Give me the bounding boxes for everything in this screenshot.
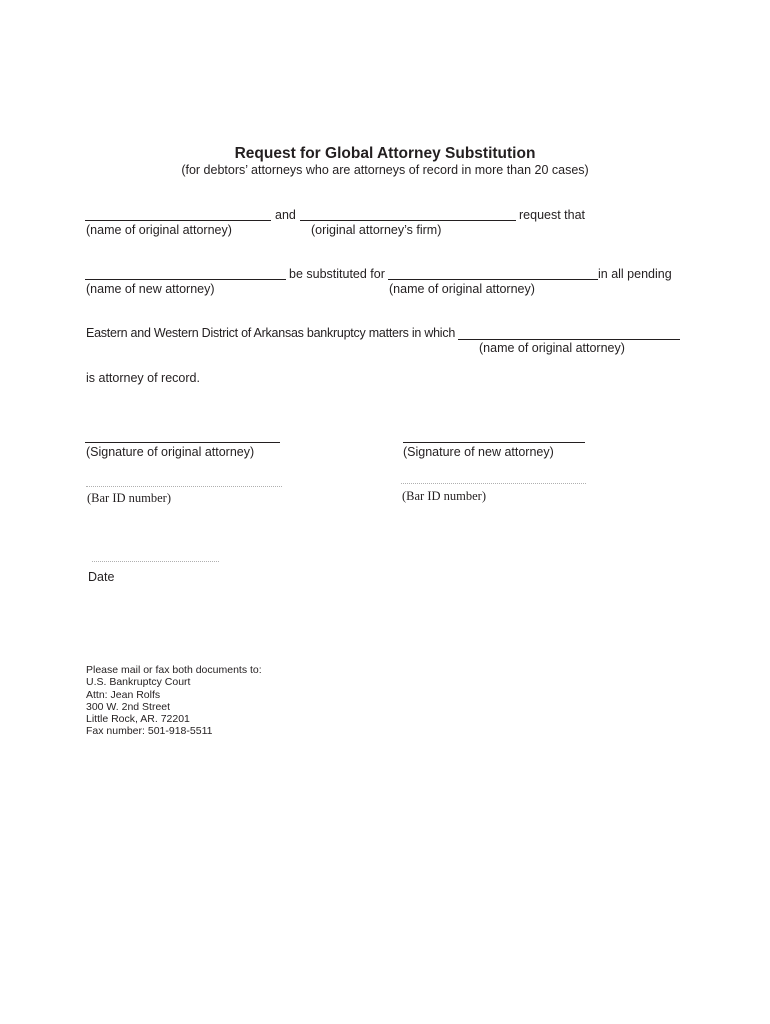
original-attorney-name-line[interactable]	[85, 220, 271, 221]
original-attorney-signature-line[interactable]	[85, 442, 280, 443]
date-label: Date	[88, 570, 115, 584]
original-attorney-name-caption-2: (name of original attorney)	[389, 282, 535, 296]
document-title: Request for Global Attorney Substitution	[234, 145, 536, 162]
bar-id-left-line[interactable]	[86, 486, 282, 487]
original-attorney-name-line-3[interactable]	[458, 339, 680, 340]
district-text: Eastern and Western District of Arkansas bankruptcy matters in which	[86, 326, 456, 340]
be-substituted-for-text: be substituted for	[289, 267, 385, 281]
document-subtitle: (for debtors’ attorneys who are attorneys of record in more than 20 cases)	[181, 163, 589, 177]
bar-id-left-caption: (Bar ID number)	[87, 491, 171, 505]
mailing-line: 300 W. 2nd Street	[86, 700, 171, 713]
original-attorney-firm-line[interactable]	[300, 220, 516, 221]
attorney-of-record-text: is attorney of record.	[86, 371, 200, 385]
original-attorney-name-caption-3: (name of original attorney)	[479, 341, 625, 355]
original-attorney-firm-caption: (original attorney’s firm)	[311, 223, 442, 237]
mailing-address	[86, 664, 262, 738]
bar-id-right-caption: (Bar ID number)	[402, 489, 486, 503]
request-that-text: request that	[519, 208, 586, 222]
mailing-line: U.S. Bankruptcy Court	[86, 676, 191, 689]
in-all-pending-text: in all pending	[598, 267, 672, 281]
new-attorney-name-caption: (name of new attorney)	[86, 282, 215, 296]
new-attorney-signature-caption: (Signature of new attorney)	[403, 445, 554, 459]
original-attorney-name-line-2[interactable]	[388, 279, 598, 280]
mailing-line: Please mail or fax both documents to:	[86, 664, 262, 676]
mailing-line: Little Rock, AR. 72201	[86, 713, 190, 726]
mailing-line: Attn: Jean Rolfs	[86, 688, 161, 701]
original-attorney-signature-caption: (Signature of original attorney)	[86, 445, 255, 459]
bar-id-right-line[interactable]	[401, 483, 586, 484]
date-line[interactable]	[92, 561, 219, 562]
new-attorney-name-line[interactable]	[85, 279, 286, 280]
original-attorney-name-caption: (name of original attorney)	[86, 223, 232, 237]
mailing-line: Fax number: 501-918-5511	[86, 725, 213, 738]
and-text: and	[275, 208, 296, 222]
new-attorney-signature-line[interactable]	[403, 442, 585, 443]
